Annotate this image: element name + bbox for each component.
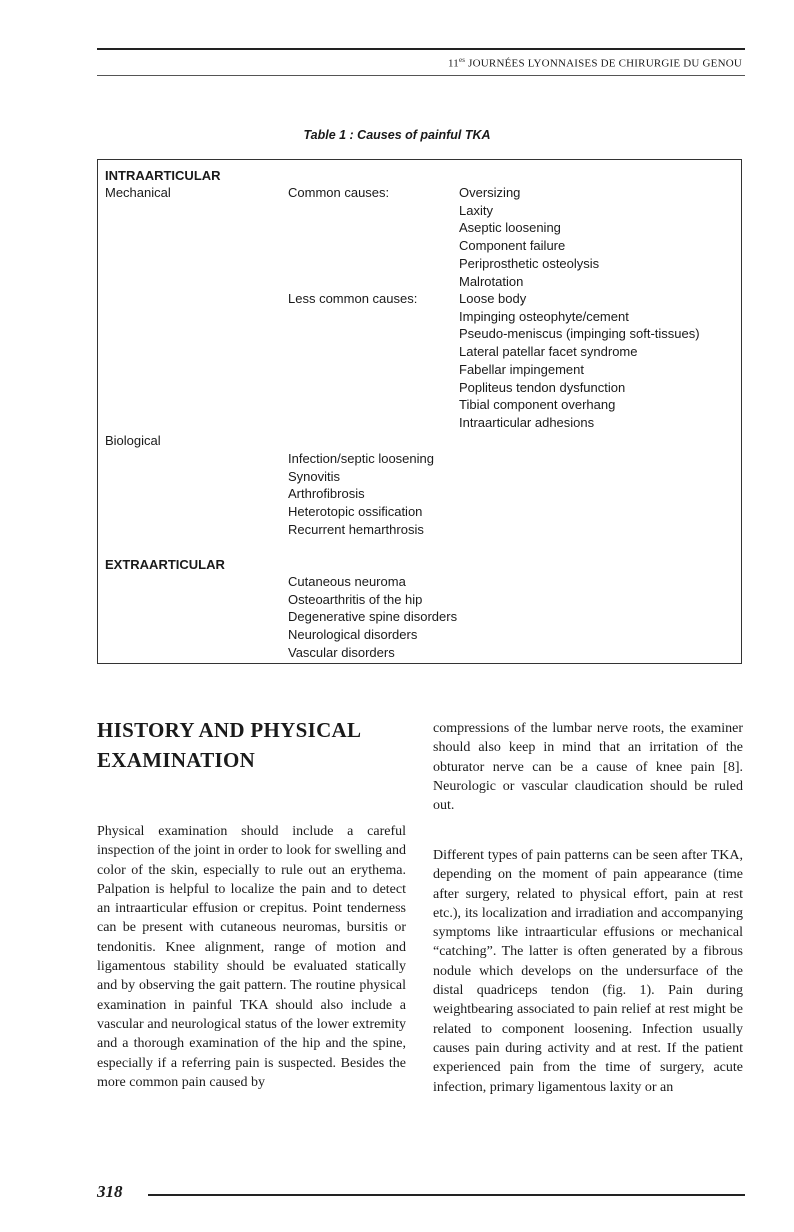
running-head-title: JOURNÉES LYONNAISES DE CHIRURGIE DU GENOU [465,57,742,70]
causes-table [97,159,742,664]
mechanical-label: Mechanical [105,185,171,200]
list-item: Component failure [459,238,566,254]
biological-causes-list [288,450,434,539]
less-common-causes-label: Less common causes: [288,291,418,306]
page-number: 318 [97,1182,123,1201]
common-causes-list [459,184,599,290]
list-item: Loose body [459,291,527,306]
header-rule-bottom [97,75,745,76]
header-rule-top [97,48,745,50]
list-item: Popliteus tendon dysfunction [459,379,626,395]
list-item: Cutaneous neuroma [288,574,406,589]
list-item: Aseptic loosening [459,220,561,236]
list-item: Oversizing [459,185,521,200]
running-head-number: 11 [447,57,459,70]
list-item: Arthrofibrosis [288,486,365,502]
body-paragraph: compressions of the lumbar nerve roots, the examiner should also keep in mind that an irritation of the obturator nerve can be a cause of knee pain [8]. Neurologic or vascular claudication should be ruled out. [433,721,743,814]
list-item: Heterotopic ossification [288,504,423,520]
list-item: Recurrent hemarthrosis [288,521,424,537]
biological-label: Biological [105,433,161,448]
list-item: Intraarticular adhesions [459,414,595,430]
common-causes-label: Common causes: [288,185,390,200]
list-item: Synovitis [288,468,341,484]
list-item: Infection/septic loosening [288,451,434,466]
extraarticular-causes-list [288,573,457,662]
list-item: Impinging osteophyte/cement [459,308,629,324]
footer-rule [148,1194,745,1196]
intraarticular-heading: INTRAARTICULAR [105,168,221,183]
body-paragraph: Different types of pain patterns can be seen after TKA, depending on the moment of pain appearance (time after surgery, related to physical effort, pain at rest etc.), its localization and irradiation and accompanying symptoms like intraarticular effusions or mechanical “catching”. The latter is often generated by a fibrous nodule which develops on the undersurface of the distal quadriceps tendon (fig. 1). Pain during weightbearing associated to pain relief at rest might be related to component loosening. Infection usually causes pain during activity and at rest. If the patient experienced pain from the time of surgery, acute infection, primary ligamentous laxity or an [433,848,743,1095]
body-paragraph: Physical examination should include a careful inspection of the joint in order to look for swelling and color of the skin, especially to rule out an erythema. Palpation is helpful to localize the pain and to detect an intraarticular effusion or crepitus. Point tenderness can be present with cutaneous neuromas, bursitis or tendonitis. Knee alignment, range of motion and ligamentous stability should be evaluated statically and by observing the gait pattern. The routine physical examination in painful TKA should also include a vascular and neurological status of the lower extremity and a thorough examination of the hip and the spine, especially if a referring pain is suspected. Besides the more common pain caused by [97,824,406,1090]
list-item: Tibial component overhang [459,397,616,413]
list-item: Lateral patellar facet syndrome [459,344,638,360]
list-item: Vascular disorders [288,644,395,660]
less-common-causes-list [459,290,700,432]
list-item: Laxity [459,202,493,218]
extraarticular-heading: EXTRAARTICULAR [105,557,225,572]
list-item: Neurological disorders [288,627,418,643]
list-item: Periprosthetic osteolysis [459,255,600,271]
list-item: Degenerative spine disorders [288,609,458,625]
section-heading: HISTORY AND PHYSICAL EXAMINATION [97,718,361,772]
table-caption: Table 1 : Causes of painful TKA [303,128,491,142]
list-item: Malrotation [459,273,524,289]
list-item: Pseudo-meniscus (impinging soft-tissues) [459,326,700,342]
list-item: Fabellar impingement [459,361,585,377]
running-head [448,56,742,70]
list-item: Osteoarthritis of the hip [288,591,423,607]
running-head-superscript: es [458,56,466,64]
